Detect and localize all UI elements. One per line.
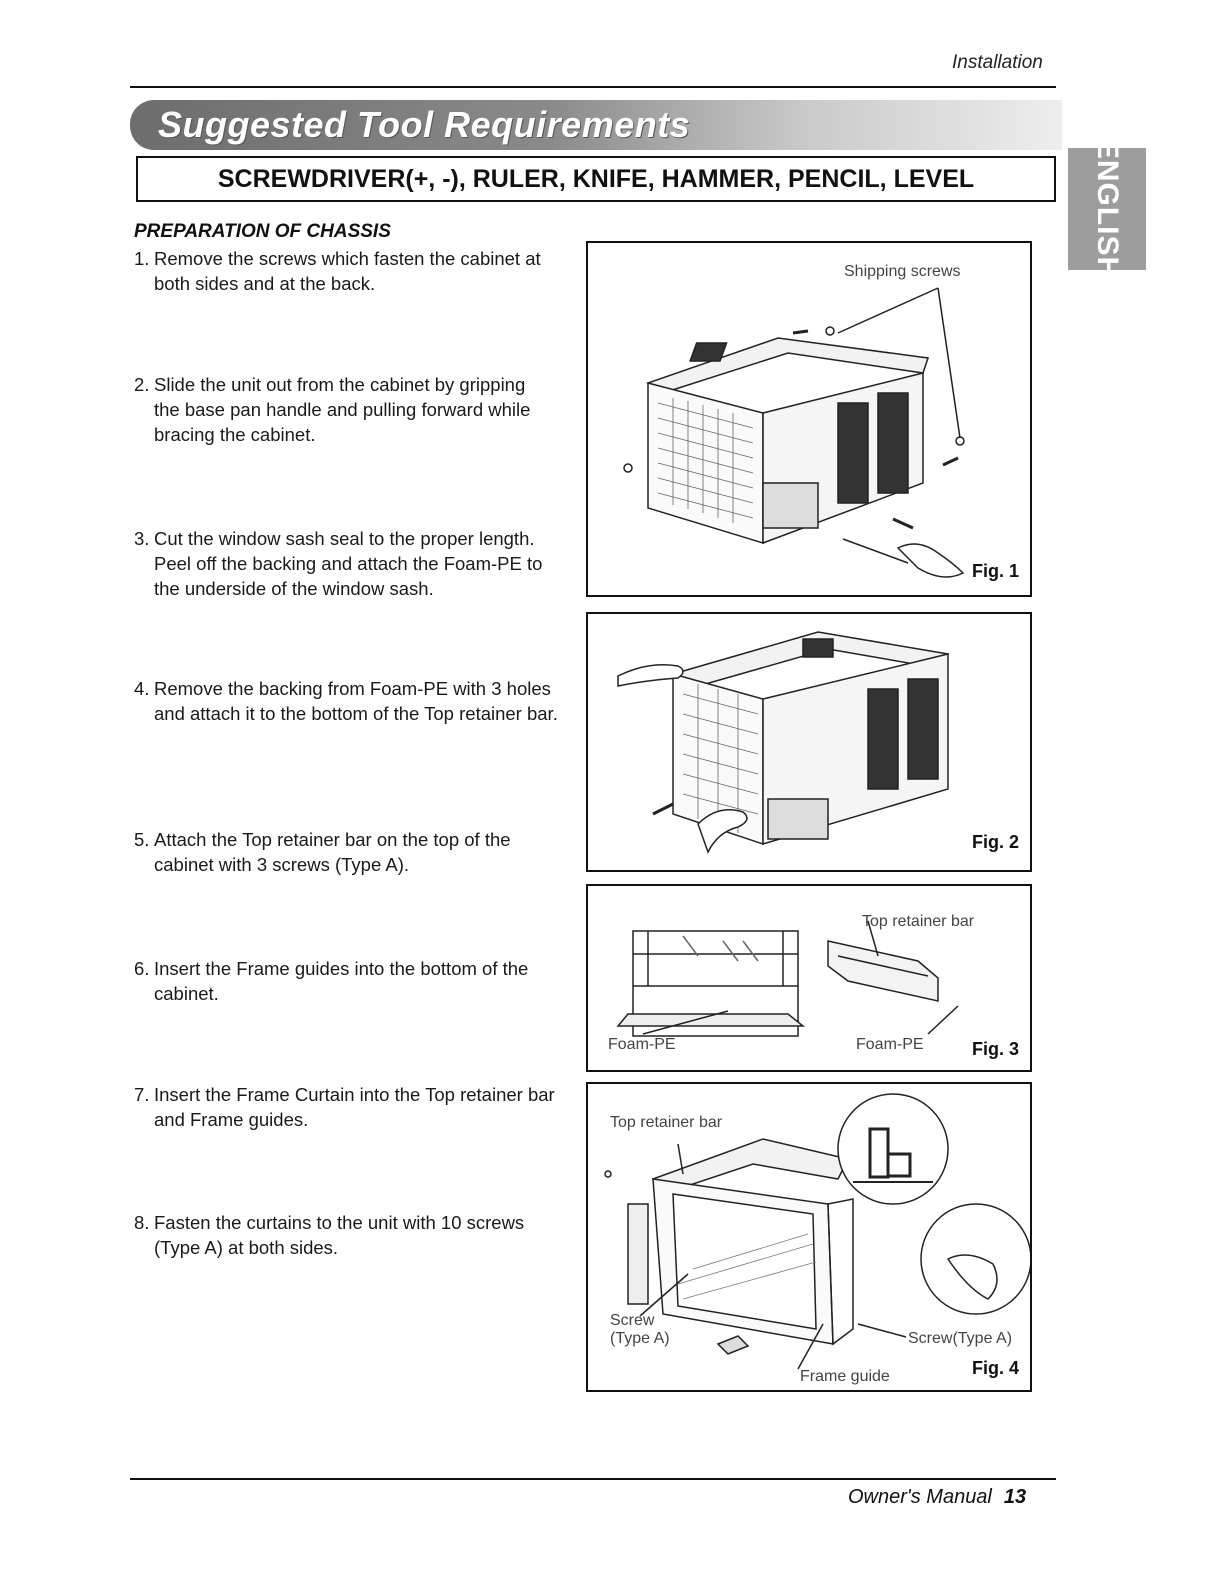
- step-number: 2.: [134, 374, 150, 395]
- figure-3: [586, 884, 1032, 1072]
- step-2: [134, 372, 554, 447]
- figure-2: [586, 612, 1032, 872]
- step-text: Remove the backing from Foam-PE with 3 holes and attach it to the bottom of the Top retainer bar.: [154, 678, 558, 724]
- step-text: Slide the unit out from the cabinet by gripping the base pan handle and pulling forward while bracing the cabinet.: [154, 374, 531, 445]
- title-banner: [130, 100, 1062, 150]
- step-1: [134, 246, 564, 296]
- figure-4: [586, 1082, 1032, 1392]
- foam-pe-callout-right: Foam-PE: [856, 1036, 924, 1053]
- frame-guide-callout: Frame guide: [800, 1368, 890, 1385]
- screw-type-callout-left: (Type A): [610, 1330, 670, 1347]
- tools-list: SCREWDRIVER(+, -), RULER, KNIFE, HAMMER, PENCIL, LEVEL: [217, 165, 975, 193]
- preparation-heading: PREPARATION OF CHASSIS: [134, 221, 391, 242]
- step-number: 1.: [134, 248, 150, 269]
- step-number: 7.: [134, 1084, 150, 1105]
- step-text: Cut the window sash seal to the proper length. Peel off the backing and attach the Foam-PE to the underside of the window sash.: [154, 528, 543, 599]
- step-text: Fasten the curtains to the unit with 10 screws (Type A) at both sides.: [154, 1212, 525, 1258]
- top-retainer-bar-callout: Top retainer bar: [862, 913, 975, 930]
- figure-1: [586, 241, 1032, 597]
- language-tab: [1068, 138, 1146, 280]
- foam-pe-callout-left: Foam-PE: [608, 1036, 676, 1053]
- step-4: [134, 676, 564, 726]
- figure-4-label: Fig. 4: [972, 1358, 1020, 1378]
- top-retainer-bar-callout: Top retainer bar: [610, 1114, 723, 1131]
- step-number: 4.: [134, 678, 150, 699]
- figure-2-label: Fig. 2: [972, 832, 1020, 852]
- step-6: [134, 956, 554, 1006]
- footer: [848, 1486, 1026, 1509]
- tools-box: [136, 156, 1056, 202]
- screw-callout-right: Screw(Type A): [908, 1330, 1013, 1347]
- step-8: [134, 1210, 554, 1260]
- step-number: 3.: [134, 528, 150, 549]
- step-text: Attach the Top retainer bar on the top of the cabinet with 3 screws (Type A).: [154, 829, 511, 875]
- ac-unit-illustration-1: [588, 243, 1030, 595]
- page-number: 13: [1003, 1486, 1027, 1508]
- shipping-screws-callout: Shipping screws: [844, 263, 961, 280]
- step-7: [134, 1082, 584, 1132]
- figure-1-label: Fig. 1: [972, 561, 1020, 581]
- screw-callout-left: Screw: [610, 1312, 655, 1329]
- figure-3-label: Fig. 3: [972, 1039, 1020, 1059]
- step-number: 8.: [134, 1212, 150, 1233]
- step-text: Remove the screws which fasten the cabinet at both sides and at the back.: [154, 248, 541, 294]
- step-number: 5.: [134, 829, 150, 850]
- step-text: Insert the Frame Curtain into the Top retainer bar and Frame guides.: [154, 1084, 555, 1130]
- ac-unit-illustration-2: [588, 614, 1030, 870]
- footer-manual-title: Owner's Manual: [848, 1486, 992, 1508]
- language-tab-label: ENGLISH: [1091, 138, 1124, 280]
- header-rule: [130, 86, 1056, 88]
- step-text: Insert the Frame guides into the bottom of the cabinet.: [154, 958, 529, 1004]
- step-number: 6.: [134, 958, 150, 979]
- step-3: [134, 526, 564, 601]
- step-5: [134, 827, 554, 877]
- page-title: Suggested Tool Requirements: [158, 104, 691, 145]
- footer-rule: [130, 1478, 1056, 1480]
- section-header: Installation: [952, 52, 1043, 73]
